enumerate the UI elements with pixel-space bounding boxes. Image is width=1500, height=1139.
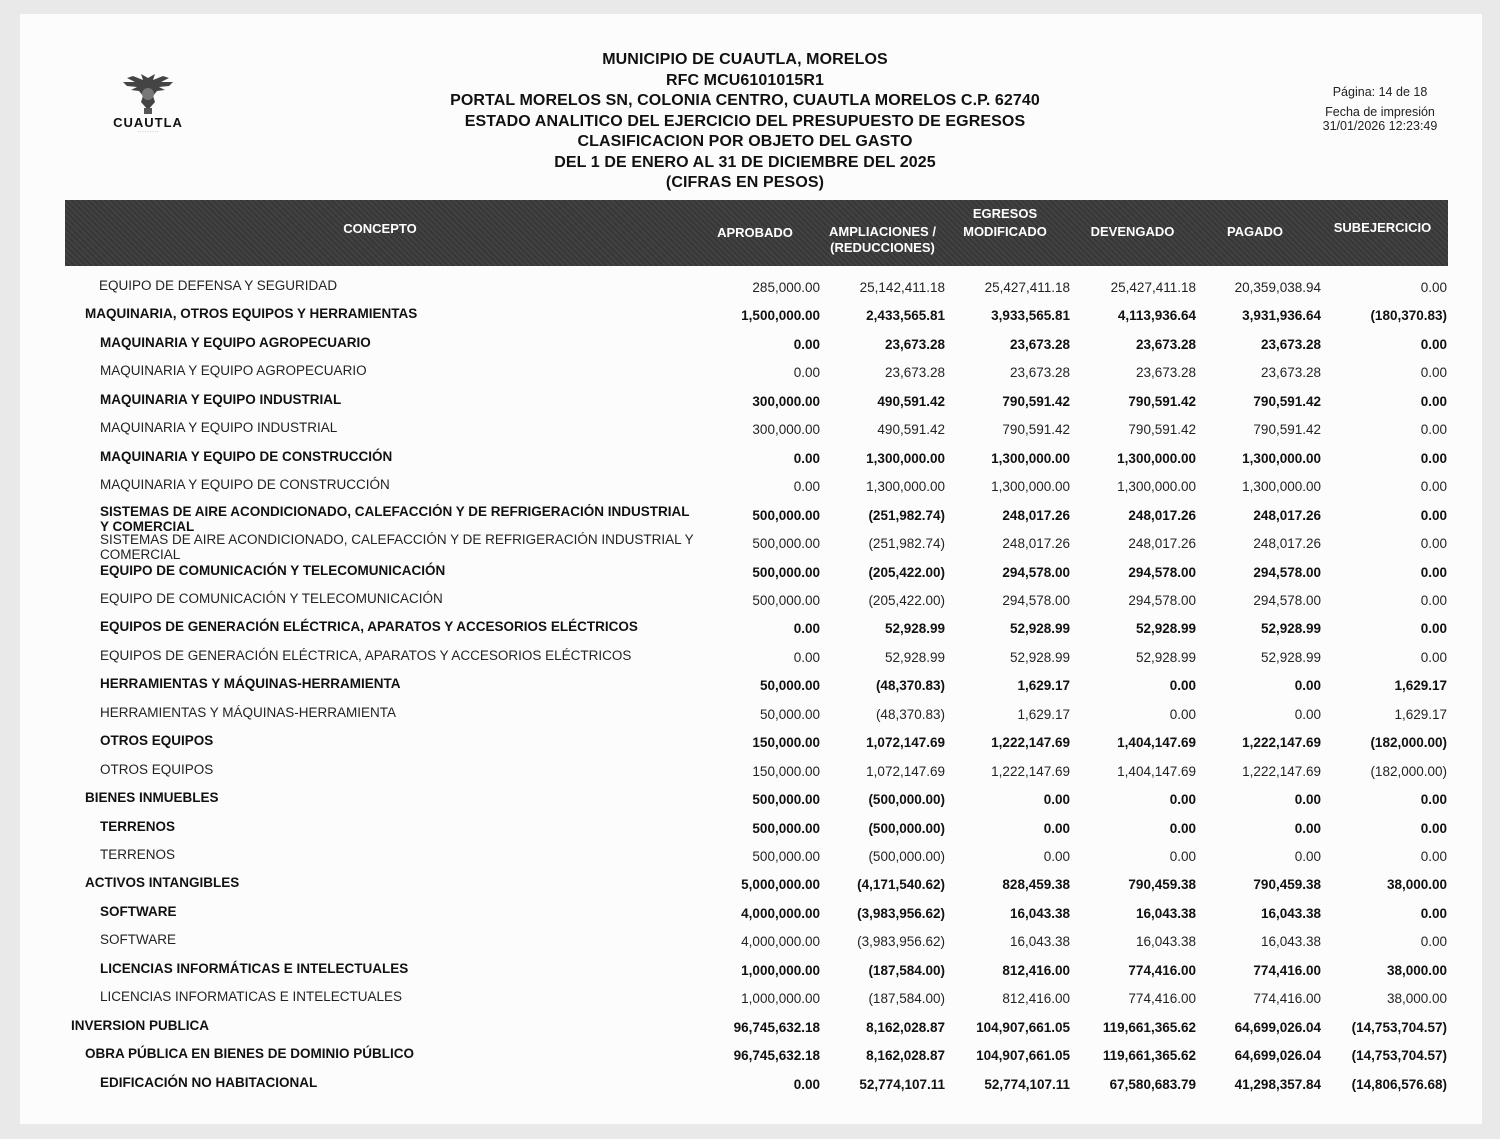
cell-subejercicio: (182,000.00) [1370, 735, 1447, 751]
cell-subejercicio: 0.00 [1420, 280, 1447, 295]
cell-ampliaciones: (251,982.74) [868, 507, 945, 523]
cell-ampliaciones: 52,928.99 [884, 621, 945, 637]
table-row [0, 1044, 1500, 1072]
cell-subejercicio: 38,000.00 [1386, 991, 1447, 1007]
row-concepto: MAQUINARIA Y EQUIPO DE CONSTRUCCIÓN [100, 477, 390, 493]
cell-ampliaciones: (500,000.00) [868, 792, 945, 808]
cell-modificado: 0.00 [1043, 849, 1070, 864]
cell-pagado: 1,222,147.69 [1242, 735, 1321, 751]
cell-modificado: 104,907,661.05 [976, 1019, 1070, 1035]
row-concepto: TERRENOS [100, 847, 176, 862]
row-concepto: OTROS EQUIPOS [100, 733, 214, 749]
col-ampliaciones-line2: (REDUCCIONES) [830, 240, 935, 255]
row-concepto: HERRAMIENTAS Y MÁQUINAS-HERRAMIENTA [100, 704, 397, 720]
cell-subejercicio: 0.00 [1420, 336, 1447, 352]
cell-aprobado: 0.00 [793, 649, 820, 665]
cell-pagado: 0.00 [1294, 706, 1321, 722]
table-row [0, 475, 1500, 503]
cell-pagado: 41,298,357.84 [1234, 1076, 1321, 1092]
rfc: RFC MCU6101015R1 [665, 71, 825, 89]
cell-aprobado: 0.00 [793, 621, 820, 637]
cell-subejercicio: (14,806,576.68) [1351, 1076, 1447, 1092]
classification: CLASIFICACION POR OBJETO DEL GASTO [577, 133, 913, 150]
table-row [0, 1016, 1500, 1044]
cell-pagado: 0.00 [1294, 820, 1321, 836]
cell-pagado: 20,359,038.94 [1234, 280, 1321, 295]
row-concepto: BIENES INMUEBLES [85, 790, 219, 806]
table-row [0, 1073, 1500, 1101]
cell-ampliaciones: 23,673.28 [884, 365, 945, 381]
cell-modificado: 812,416.00 [1002, 962, 1070, 978]
cell-subejercicio: (14,753,704.57) [1351, 1019, 1447, 1035]
table-row [0, 390, 1500, 418]
print-date-label: Fecha de impresión [1325, 105, 1435, 119]
cell-pagado: 790,591.42 [1253, 393, 1321, 409]
table-row [0, 930, 1500, 958]
cell-ampliaciones: (187,584.00) [868, 991, 945, 1007]
cell-devengado: 248,017.26 [1128, 536, 1196, 552]
table-row [0, 447, 1500, 475]
cell-devengado: 52,928.99 [1135, 649, 1196, 665]
cell-modificado: 25,427,411.18 [984, 280, 1070, 295]
cell-subejercicio: 0.00 [1420, 592, 1447, 608]
logo-text: CUAUTLA [113, 115, 183, 130]
cell-devengado: 119,661,365.62 [1102, 1048, 1196, 1064]
cell-ampliaciones: (4,171,540.62) [857, 877, 945, 893]
cell-aprobado: 4,000,000.00 [741, 905, 820, 921]
cell-modificado: 16,043.38 [1009, 934, 1070, 950]
row-concepto: MAQUINARIA Y EQUIPO INDUSTRIAL [100, 420, 338, 436]
cell-devengado: 774,416.00 [1128, 991, 1196, 1007]
table-row [0, 646, 1500, 674]
cell-devengado: 248,017.26 [1128, 507, 1196, 523]
cell-modificado: 1,300,000.00 [991, 450, 1070, 466]
cell-pagado: 0.00 [1294, 792, 1321, 808]
cell-devengado: 0.00 [1169, 678, 1196, 694]
table-row [0, 304, 1500, 332]
cell-aprobado: 150,000.00 [752, 735, 820, 751]
cell-devengado: 23,673.28 [1135, 365, 1196, 381]
cell-devengado: 4,113,936.64 [1117, 308, 1196, 324]
table-row [0, 788, 1500, 816]
cell-subejercicio: 38,000.00 [1386, 962, 1447, 978]
cell-modificado: 248,017.26 [1002, 536, 1070, 552]
row-concepto: LICENCIAS INFORMÁTICAS E INTELECTUALES [100, 960, 409, 976]
cell-devengado: 67,580,683.79 [1109, 1076, 1196, 1092]
cell-ampliaciones: 52,928.99 [884, 649, 945, 665]
report-title: ESTADO ANALITICO DEL EJERCICIO DEL PRESUPUESTO DE EGRESOS [464, 112, 1026, 130]
row-concepto: OBRA PÚBLICA EN BIENES DE DOMINIO PÚBLICO [85, 1046, 415, 1062]
cell-ampliaciones: 2,433,565.81 [866, 308, 945, 324]
cell-modificado: 52,774,107.11 [984, 1076, 1070, 1092]
cell-aprobado: 0.00 [793, 450, 820, 466]
cell-ampliaciones: (3,983,956.62) [857, 934, 945, 950]
period: DEL 1 DE ENERO AL 31 DE DICIEMBRE DEL 2025 [554, 153, 936, 171]
cell-aprobado: 500,000.00 [752, 849, 820, 864]
cell-pagado: 790,459.38 [1253, 877, 1321, 893]
col-devengado: DEVENGADO [1090, 224, 1175, 239]
cell-devengado: 294,578.00 [1128, 592, 1196, 608]
table-row [0, 902, 1500, 930]
row-concepto: OTROS EQUIPOS [100, 761, 214, 777]
cell-devengado: 774,416.00 [1128, 962, 1196, 978]
cell-subejercicio: 0.00 [1420, 422, 1447, 438]
table-row [0, 276, 1500, 304]
table-row [0, 589, 1500, 617]
cell-modificado: 248,017.26 [1002, 507, 1070, 523]
cell-aprobado: 500,000.00 [752, 592, 820, 608]
cell-pagado: 774,416.00 [1253, 991, 1321, 1007]
table-row [0, 333, 1500, 361]
cell-subejercicio: 0.00 [1420, 365, 1447, 381]
row-concepto: EQUIPOS DE GENERACIÓN ELÉCTRICA, APARATOS Y ACCESORIOS ELÉCTRICOS [100, 619, 638, 635]
cell-aprobado: 1,000,000.00 [741, 991, 820, 1007]
cell-aprobado: 0.00 [793, 479, 820, 495]
table-row [0, 873, 1500, 901]
cell-pagado: 23,673.28 [1260, 365, 1321, 381]
table-row [0, 617, 1500, 645]
row-concepto: SISTEMAS DE AIRE ACONDICIONADO, CALEFACCIÓN Y DE REFRIGERACIÓN INDUSTRIAL Y COMERCIAL [100, 503, 690, 532]
cell-pagado: 52,928.99 [1260, 621, 1321, 637]
table-row [0, 959, 1500, 987]
cell-ampliaciones: 25,142,411.18 [859, 280, 945, 295]
cell-devengado: 0.00 [1169, 792, 1196, 808]
print-date: 31/01/2026 12:23:49 [1322, 119, 1438, 133]
cell-subejercicio: (14,753,704.57) [1351, 1048, 1447, 1064]
cell-aprobado: 0.00 [793, 365, 820, 381]
cell-pagado: 294,578.00 [1253, 592, 1321, 608]
cell-modificado: 1,300,000.00 [991, 479, 1070, 495]
cell-aprobado: 96,745,632.18 [733, 1048, 820, 1064]
cell-subejercicio: 0.00 [1420, 849, 1447, 864]
cell-ampliaciones: 490,591.42 [877, 393, 945, 409]
cell-modificado: 3,933,565.81 [991, 308, 1070, 324]
row-concepto: EQUIPO DE COMUNICACIÓN Y TELECOMUNICACIÓN [100, 562, 446, 578]
cell-pagado: 790,591.42 [1253, 422, 1321, 438]
currency-note: (CIFRAS EN PESOS) [665, 174, 825, 191]
page-number: 14 de 18 [1378, 85, 1428, 99]
cell-pagado: 1,300,000.00 [1242, 479, 1321, 495]
cell-modificado: 294,578.00 [1002, 592, 1070, 608]
cell-subejercicio: 0.00 [1420, 507, 1447, 523]
table-row [0, 760, 1500, 788]
cell-subejercicio: 0.00 [1420, 905, 1447, 921]
table-row [0, 561, 1500, 589]
table-row [0, 504, 1500, 532]
cell-aprobado: 50,000.00 [759, 678, 820, 694]
municipality-name: MUNICIPIO DE CUAUTLA, MORELOS [602, 51, 888, 68]
row-concepto: ACTIVOS INTANGIBLES [85, 875, 240, 891]
cell-devengado: 0.00 [1169, 849, 1196, 864]
cell-ampliaciones: 1,300,000.00 [866, 479, 945, 495]
row-concepto: HERRAMIENTAS Y MÁQUINAS-HERRAMIENTA [100, 676, 401, 692]
cell-pagado: 0.00 [1294, 678, 1321, 694]
cell-aprobado: 50,000.00 [759, 706, 820, 722]
cell-devengado: 294,578.00 [1128, 564, 1196, 580]
logo-subtext: · · · · · · · · · [137, 129, 159, 134]
cell-pagado: 1,300,000.00 [1242, 450, 1321, 466]
cell-ampliaciones: 490,591.42 [877, 422, 945, 438]
cell-aprobado: 0.00 [793, 1076, 820, 1092]
cell-devengado: 119,661,365.62 [1102, 1019, 1196, 1035]
cell-devengado: 16,043.38 [1135, 934, 1196, 950]
cell-modificado: 294,578.00 [1002, 564, 1070, 580]
cell-ampliaciones: (3,983,956.62) [857, 905, 945, 921]
cell-ampliaciones: (500,000.00) [868, 820, 945, 836]
row-concepto: EQUIPO DE COMUNICACIÓN Y TELECOMUNICACIÓN [100, 590, 443, 606]
cell-devengado: 790,591.42 [1128, 422, 1196, 438]
row-concepto: EDIFICACIÓN NO HABITACIONAL [100, 1074, 318, 1090]
table-row [0, 361, 1500, 389]
cell-subejercicio: 0.00 [1420, 479, 1447, 495]
cell-modificado: 1,629.17 [1017, 678, 1070, 694]
cell-ampliaciones: 8,162,028.87 [866, 1019, 945, 1035]
row-concepto: SOFTWARE [100, 903, 177, 919]
cell-aprobado: 96,745,632.18 [733, 1019, 820, 1035]
cell-aprobado: 1,500,000.00 [741, 308, 820, 324]
cell-pagado: 52,928.99 [1260, 649, 1321, 665]
cell-ampliaciones: 8,162,028.87 [866, 1048, 945, 1064]
cell-aprobado: 300,000.00 [752, 393, 820, 409]
cell-aprobado: 500,000.00 [752, 507, 820, 523]
cell-ampliaciones: (205,422.00) [868, 564, 945, 580]
cell-pagado: 248,017.26 [1253, 507, 1321, 523]
col-egresos-group: EGRESOS [972, 206, 1038, 221]
cell-devengado: 23,673.28 [1135, 336, 1196, 352]
cell-aprobado: 5,000,000.00 [741, 877, 820, 893]
cell-pagado: 294,578.00 [1253, 564, 1321, 580]
table-row [0, 674, 1500, 702]
cell-subejercicio: 0.00 [1420, 450, 1447, 466]
col-modificado: MODIFICADO [963, 224, 1047, 239]
table-row [0, 418, 1500, 446]
row-concepto: INVERSION PUBLICA [71, 1017, 210, 1033]
row-concepto: MAQUINARIA, OTROS EQUIPOS Y HERRAMIENTAS [85, 306, 418, 322]
cell-devengado: 16,043.38 [1135, 905, 1196, 921]
cell-modificado: 52,928.99 [1009, 621, 1070, 637]
cell-modificado: 812,416.00 [1002, 991, 1070, 1007]
cell-pagado: 23,673.28 [1260, 336, 1321, 352]
cell-aprobado: 150,000.00 [752, 763, 820, 779]
table-row [0, 703, 1500, 731]
cell-modificado: 1,629.17 [1017, 706, 1070, 722]
row-concepto: EQUIPOS DE GENERACIÓN ELÉCTRICA, APARATOS Y ACCESORIOS ELÉCTRICOS [100, 647, 632, 663]
table-row [0, 731, 1500, 759]
cell-devengado: 1,404,147.69 [1117, 735, 1196, 751]
cell-aprobado: 285,000.00 [752, 280, 820, 295]
cell-aprobado: 500,000.00 [752, 820, 820, 836]
cell-ampliaciones: (500,000.00) [868, 849, 945, 864]
cell-aprobado: 0.00 [793, 336, 820, 352]
col-pagado: PAGADO [1226, 224, 1284, 239]
cell-pagado: 16,043.38 [1260, 905, 1321, 921]
cell-subejercicio: (180,370.83) [1370, 308, 1447, 324]
cell-pagado: 1,222,147.69 [1242, 763, 1321, 779]
cell-subejercicio: 38,000.00 [1386, 877, 1447, 893]
row-concepto: MAQUINARIA Y EQUIPO AGROPECUARIO [100, 363, 367, 379]
row-concepto: SOFTWARE [100, 932, 176, 948]
row-concepto: MAQUINARIA Y EQUIPO DE CONSTRUCCIÓN [100, 448, 393, 464]
row-concepto: SISTEMAS DE AIRE ACONDICIONADO, CALEFACCIÓN Y DE REFRIGERACIÓN INDUSTRIAL Y COMERCIAL [100, 532, 694, 561]
cell-devengado: 0.00 [1169, 820, 1196, 836]
cell-modificado: 23,673.28 [1009, 365, 1070, 381]
col-aprobado: APROBADO [717, 225, 793, 240]
row-concepto: TERRENOS [100, 818, 176, 834]
cell-aprobado: 500,000.00 [752, 564, 820, 580]
cell-modificado: 0.00 [1043, 792, 1070, 808]
cell-pagado: 248,017.26 [1253, 536, 1321, 552]
cell-subejercicio: 0.00 [1420, 393, 1447, 409]
cell-devengado: 0.00 [1169, 706, 1196, 722]
cell-modificado: 790,591.42 [1002, 393, 1070, 409]
cell-ampliaciones: 1,300,000.00 [866, 450, 945, 466]
row-concepto: EQUIPO DE DEFENSA Y SEGURIDAD [99, 278, 338, 293]
table-row [0, 817, 1500, 845]
col-concepto: CONCEPTO [343, 221, 417, 236]
address: PORTAL MORELOS SN, COLONIA CENTRO, CUAUTLA MORELOS C.P. 62740 [450, 92, 1040, 109]
cell-modificado: 1,222,147.69 [991, 763, 1070, 779]
cell-ampliaciones: (205,422.00) [868, 592, 945, 608]
table-row [0, 845, 1500, 873]
table-row [0, 987, 1500, 1015]
cell-ampliaciones: (187,584.00) [868, 962, 945, 978]
cell-modificado: 104,907,661.05 [976, 1048, 1070, 1064]
cell-aprobado: 300,000.00 [752, 422, 820, 438]
page-label: Página: [1332, 85, 1376, 99]
cell-ampliaciones: (48,370.83) [875, 678, 945, 694]
row-concepto: MAQUINARIA Y EQUIPO INDUSTRIAL [100, 391, 342, 407]
cell-subejercicio: 0.00 [1420, 934, 1447, 950]
cell-ampliaciones: 1,072,147.69 [866, 735, 945, 751]
cell-subejercicio: 1,629.17 [1394, 678, 1447, 694]
row-concepto: LICENCIAS INFORMATICAS E INTELECTUALES [100, 989, 403, 1005]
cell-modificado: 23,673.28 [1009, 336, 1070, 352]
cell-modificado: 828,459.38 [1002, 877, 1070, 893]
cell-subejercicio: 0.00 [1420, 621, 1447, 637]
col-ampliaciones-line1: AMPLIACIONES / [829, 224, 936, 239]
cell-pagado: 774,416.00 [1253, 962, 1321, 978]
cell-devengado: 52,928.99 [1135, 621, 1196, 637]
cell-subejercicio: 0.00 [1420, 564, 1447, 580]
cell-subejercicio: 0.00 [1420, 649, 1447, 665]
cell-modificado: 1,222,147.69 [991, 735, 1070, 751]
cell-modificado: 0.00 [1043, 820, 1070, 836]
cell-subejercicio: 0.00 [1420, 536, 1447, 552]
col-subejercicio: SUBEJERCICIO [1333, 220, 1432, 235]
cell-subejercicio: 0.00 [1420, 792, 1447, 808]
cell-devengado: 1,300,000.00 [1117, 450, 1196, 466]
cell-devengado: 790,459.38 [1128, 877, 1196, 893]
cell-aprobado: 1,000,000.00 [741, 962, 820, 978]
cell-pagado: 16,043.38 [1260, 934, 1321, 950]
cell-pagado: 64,699,026.04 [1234, 1048, 1321, 1064]
table-row [0, 532, 1500, 560]
cell-pagado: 0.00 [1294, 849, 1321, 864]
cell-devengado: 1,300,000.00 [1117, 479, 1196, 495]
cell-modificado: 790,591.42 [1002, 422, 1070, 438]
cell-ampliaciones: 1,072,147.69 [866, 763, 945, 779]
cell-ampliaciones: (48,370.83) [875, 706, 945, 722]
cell-devengado: 790,591.42 [1128, 393, 1196, 409]
cell-pagado: 3,931,936.64 [1242, 308, 1321, 324]
cell-modificado: 52,928.99 [1009, 649, 1070, 665]
cell-devengado: 25,427,411.18 [1110, 280, 1196, 295]
cell-aprobado: 500,000.00 [752, 792, 820, 808]
cell-subejercicio: (182,000.00) [1370, 763, 1447, 779]
cell-ampliaciones: 52,774,107.11 [859, 1076, 945, 1092]
cell-subejercicio: 0.00 [1420, 820, 1447, 836]
cell-ampliaciones: 23,673.28 [884, 336, 945, 352]
cell-aprobado: 500,000.00 [752, 536, 820, 552]
cell-aprobado: 4,000,000.00 [741, 934, 820, 950]
cell-devengado: 1,404,147.69 [1117, 763, 1196, 779]
cell-subejercicio: 1,629.17 [1394, 706, 1447, 722]
cell-ampliaciones: (251,982.74) [868, 536, 945, 552]
row-concepto: MAQUINARIA Y EQUIPO AGROPECUARIO [100, 334, 371, 350]
cell-pagado: 64,699,026.04 [1234, 1019, 1321, 1035]
cell-modificado: 16,043.38 [1009, 905, 1070, 921]
